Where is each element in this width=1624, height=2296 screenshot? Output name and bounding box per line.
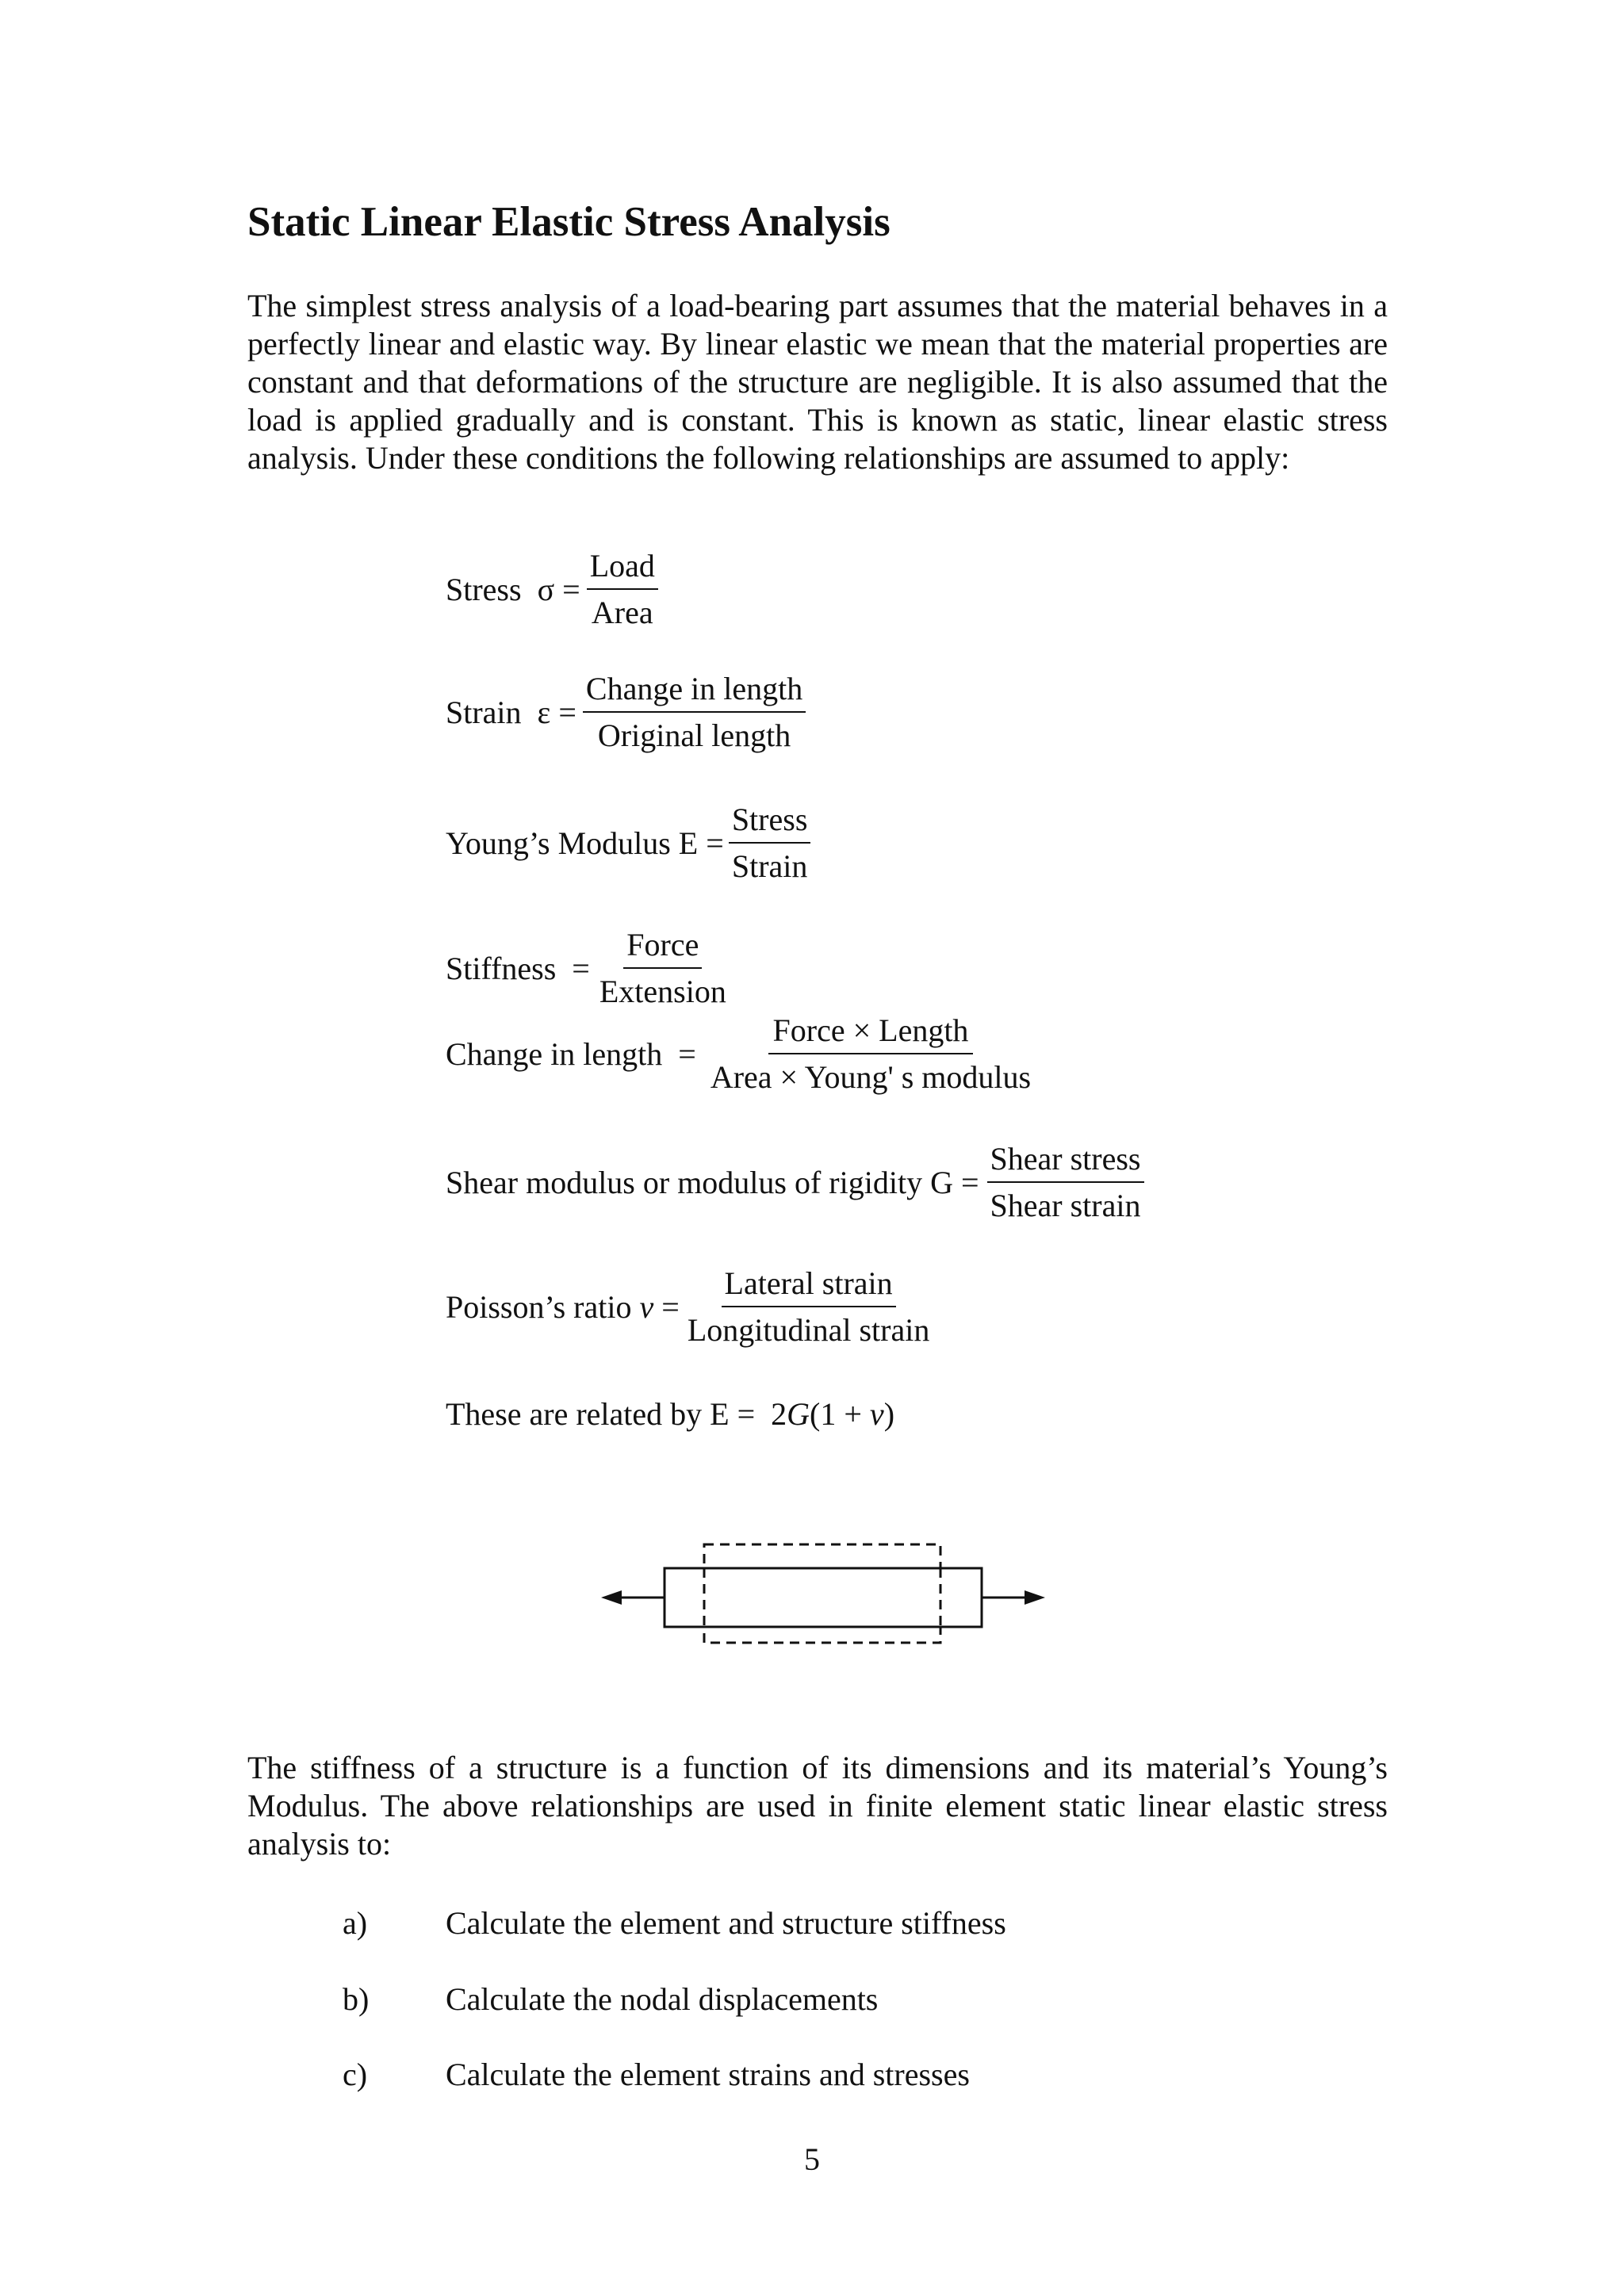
poissons-ratio-equation (446, 1265, 933, 1349)
strain-numerator: Change in length (583, 670, 806, 713)
youngs-modulus-lhs: Young’s Modulus E = (446, 825, 724, 861)
shear-modulus-lhs: Shear modulus or modulus of rigidity G = (446, 1164, 979, 1200)
right-arrow-icon (1025, 1590, 1045, 1605)
change-in-length-lhs: Change in length = (446, 1035, 696, 1072)
list-marker: c) (343, 2057, 368, 2092)
moduli-relation-g: G (787, 1396, 810, 1432)
shear-modulus-fraction (987, 1140, 1144, 1224)
poissons-ratio-equals: = (653, 1288, 680, 1325)
poissons-ratio-numerator: Lateral strain (722, 1265, 896, 1307)
strain-denominator: Original length (597, 718, 791, 753)
youngs-modulus-equation (446, 801, 810, 885)
tension-bar-diagram (595, 1538, 1055, 1657)
list-item-text: Calculate the element and structure stiffness (446, 1905, 1006, 1941)
stiffness-fraction (596, 926, 730, 1010)
left-arrow-icon (601, 1590, 622, 1605)
list-marker: a) (343, 1905, 368, 1941)
poissons-ratio-symbol: ν (639, 1288, 654, 1325)
change-in-length-equation (446, 1012, 1036, 1096)
conclusion-paragraph: The stiffness of a structure is a function of its dimensions and its material’s Young’s Modulus. The above relationships are used in finite element static linear elastic stress analysis to: (247, 1750, 1388, 1862)
stiffness-numerator: Force (623, 926, 702, 969)
moduli-relation-prefix: These are related by E = (446, 1396, 772, 1432)
stiffness-lhs: Stiffness = (446, 950, 590, 986)
page-number: 5 (804, 2141, 820, 2177)
youngs-modulus-denominator: Strain (731, 848, 808, 884)
moduli-relation-nu: ν (869, 1396, 884, 1432)
shear-modulus-equation (446, 1140, 1144, 1224)
list-item-text: Calculate the nodal displacements (446, 1981, 879, 2017)
stress-equation-lhs: Stress σ = (446, 571, 580, 607)
poissons-ratio-denominator: Longitudinal strain (687, 1312, 930, 1348)
stiffness-equation (446, 926, 730, 1010)
poissons-ratio-lhs: Poisson’s ratio (446, 1288, 640, 1325)
change-in-length-denominator: Area × Young' s modulus (710, 1059, 1032, 1095)
shear-modulus-numerator: Shear stress (987, 1140, 1144, 1183)
original-bar (665, 1568, 982, 1627)
shear-modulus-denominator: Shear strain (990, 1188, 1141, 1223)
moduli-relation-open: (1 + (810, 1396, 870, 1432)
moduli-relation-coefficient: 2 (771, 1396, 787, 1432)
change-in-length-numerator: Force × Length (768, 1012, 974, 1054)
moduli-relation-close: ) (883, 1396, 895, 1432)
strain-fraction (583, 670, 806, 754)
stress-fraction (587, 547, 658, 631)
page-title: Static Linear Elastic Stress Analysis (247, 199, 891, 245)
strain-equation-lhs: Strain ε = (446, 694, 576, 730)
strain-equation (446, 670, 806, 754)
stress-numerator: Load (587, 547, 658, 590)
stiffness-denominator: Extension (599, 974, 726, 1009)
moduli-relation (446, 1395, 894, 1433)
intro-paragraph: The simplest stress analysis of a load-bearing part assumes that the material behaves in a perfectly linear and elastic way. By linear elastic we mean that the material properties are constant and that deformations of the structure are negligible. It is also assumed that the load is applied gradually and is constant. This is known as static, linear elastic stress analysis. Under these conditions the following relationships are assumed to apply: (247, 288, 1388, 476)
stress-equation (446, 547, 658, 631)
change-in-length-fraction (706, 1012, 1036, 1096)
youngs-modulus-fraction (729, 801, 811, 885)
stress-denominator: Area (591, 595, 653, 630)
poissons-ratio-fraction (684, 1265, 933, 1349)
youngs-modulus-numerator: Stress (729, 801, 811, 844)
list-item-text: Calculate the element strains and stresses (446, 2057, 970, 2092)
list-marker: b) (343, 1981, 370, 2017)
